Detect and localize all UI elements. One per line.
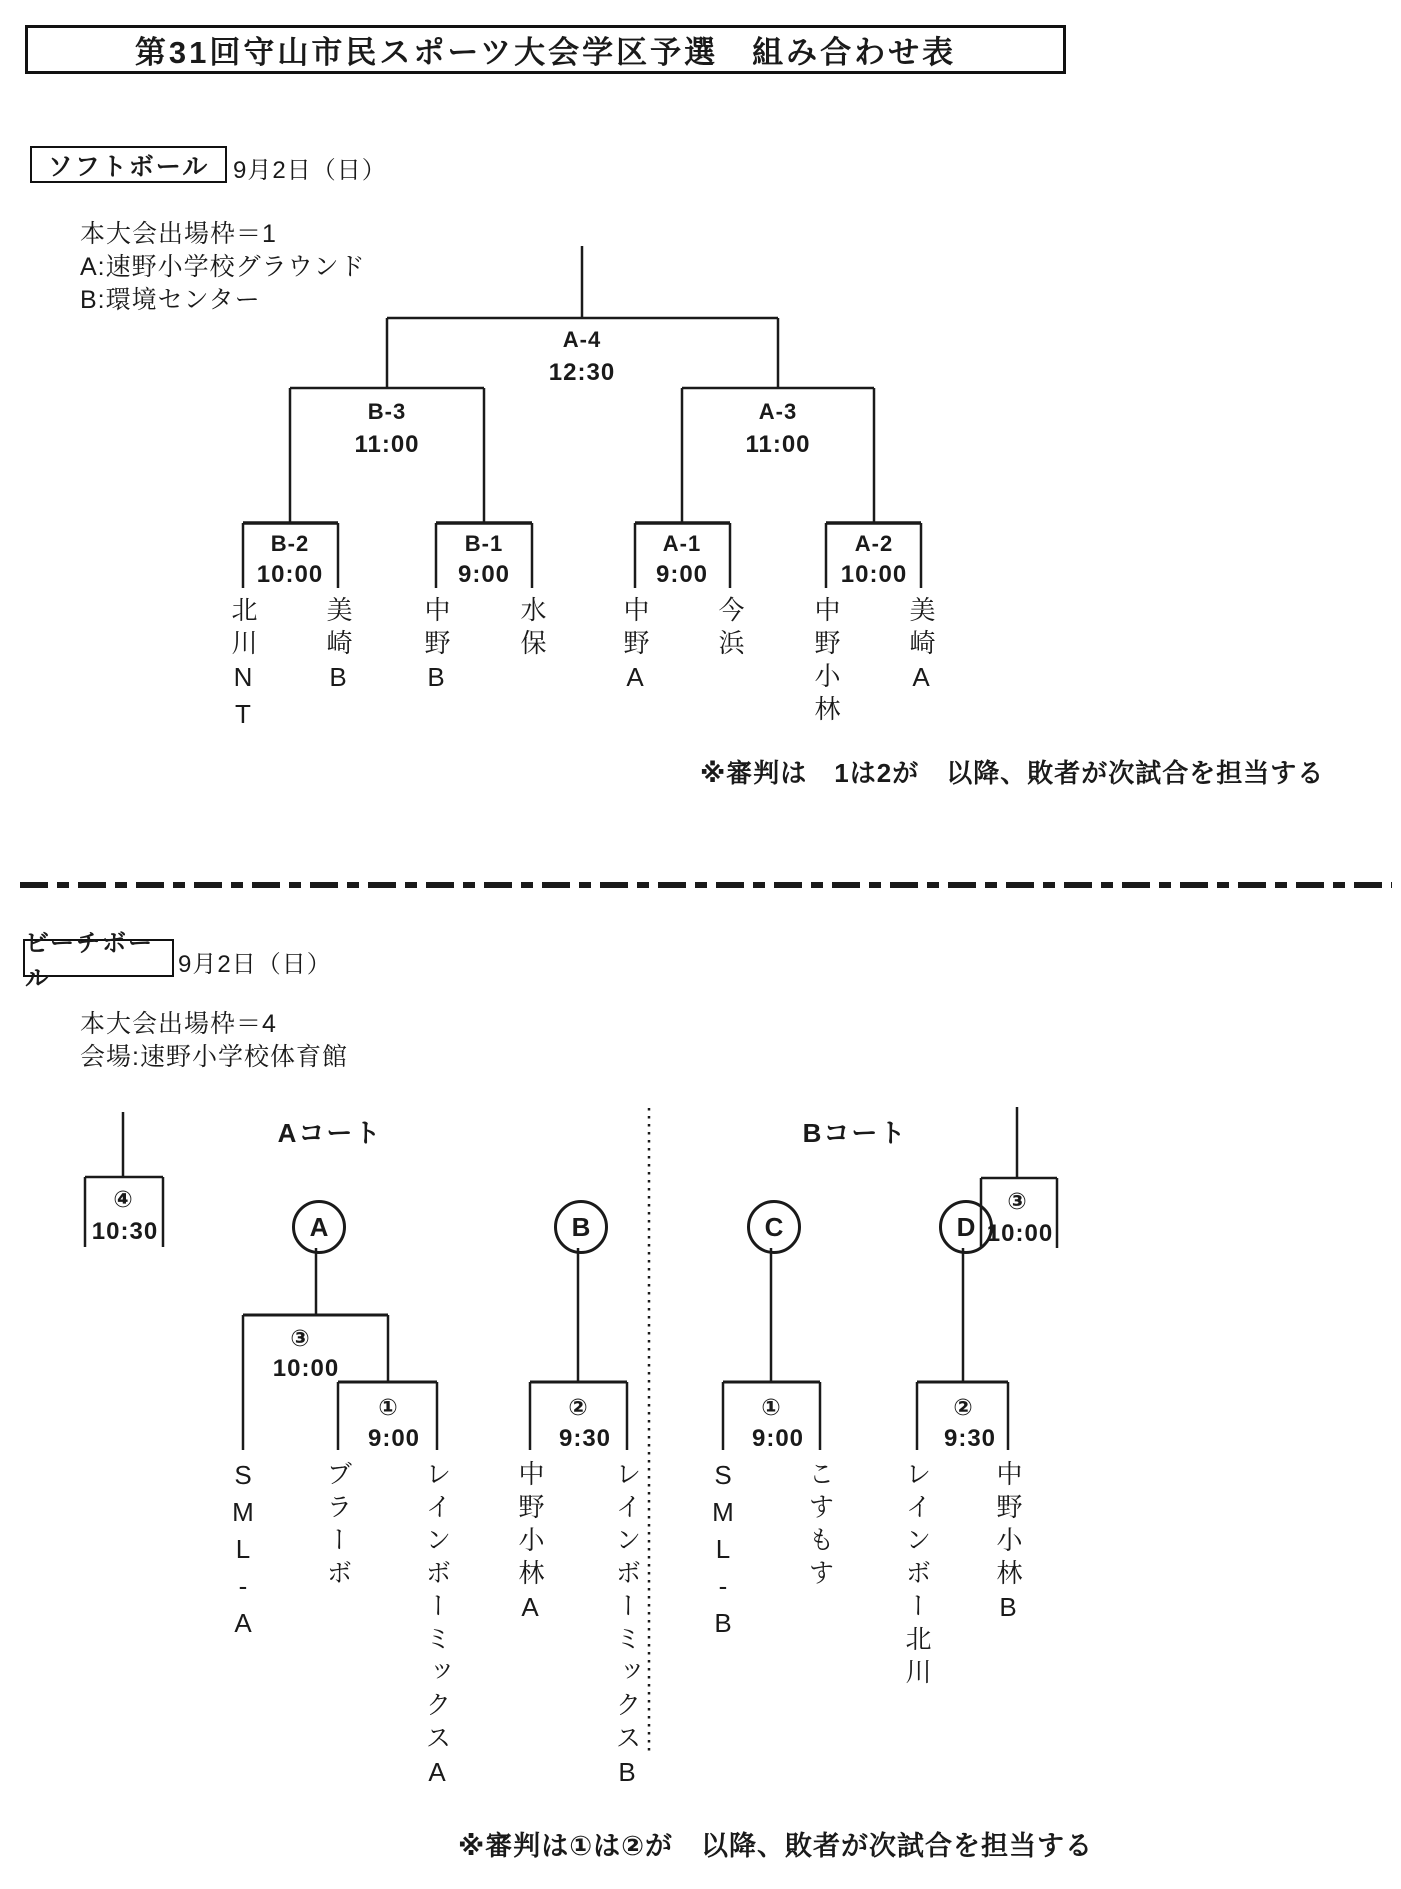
softball-section-label (30, 146, 227, 183)
team-nakano-kobayashi: 中野小林 (811, 596, 841, 728)
team-rainbow-mix-b: レインボーミックスB (612, 1460, 642, 1794)
team-suibo: 水保 (517, 596, 547, 662)
team-sml-b: SML-B (708, 1460, 738, 1645)
team-nakano-kobayashi-b: 中野小林B (993, 1460, 1023, 1629)
court-a-match2-num: ② (568, 1394, 588, 1420)
softball-semi1-code: B-3 (367, 399, 407, 424)
team-imahama: 今浜 (715, 596, 745, 662)
team-misaki-b: 美崎B (323, 596, 353, 699)
softball-info-venue-b: B:環境センター (80, 286, 261, 314)
seed-circle-b-label: B (571, 1211, 591, 1242)
team-kitagawa-nt: 北川NT (228, 596, 258, 736)
seed-circle-a (292, 1200, 346, 1254)
seed-circle-c (747, 1200, 801, 1254)
court-a-match3-time: 10:00 (272, 1355, 340, 1382)
court-b-match1-time: 9:00 (751, 1425, 805, 1452)
seed-circle-b (554, 1200, 608, 1254)
team-rainbow-kitagawa: レインボー北川 (902, 1460, 932, 1691)
softball-semi1-time: 11:00 (354, 431, 420, 458)
beachball-date: 9月2日（日） (178, 951, 332, 978)
team-misaki-a: 美崎A (906, 596, 936, 699)
team-nakano-b: 中野B (421, 596, 451, 699)
softball-final-time: 12:30 (548, 359, 616, 386)
softball-match-b2-time: 10:00 (256, 561, 324, 588)
beachball-info-venue: 会場:速野小学校体育館 (80, 1043, 348, 1071)
softball-info-venue-a: A:速野小学校グラウンド (80, 253, 366, 281)
softball-info-slots: 本大会出場枠＝1 (80, 220, 277, 248)
softball-final-code: A-4 (562, 327, 602, 352)
court-a-match1-time: 9:00 (367, 1425, 421, 1452)
beachball-info-slots: 本大会出場枠＝4 (80, 1010, 277, 1038)
court-a-match2-time: 9:30 (558, 1425, 612, 1452)
page-title-text: 第31回守山市民スポーツ大会学区予選 組み合わせ表 (134, 35, 957, 70)
seed-circle-d (939, 1200, 993, 1254)
softball-referee-note: ※審判は 1は2が 以降、敗者が次試合を担当する (700, 758, 1325, 788)
court-b-winner-time: 10:00 (986, 1220, 1054, 1247)
page-title (25, 25, 1066, 74)
beach-court-a-lines (85, 1112, 627, 1450)
softball-date: 9月2日（日） (233, 157, 387, 184)
softball-match-b1-code: B-1 (464, 531, 504, 556)
beachball-referee-note: ※審判は①は②が 以降、敗者が次試合を担当する (458, 1831, 1093, 1861)
court-b-match1-num: ① (761, 1394, 781, 1420)
softball-section-label-text: ソフトボール (47, 152, 210, 181)
beachball-section-label-text: ビーチボール (25, 930, 155, 992)
softball-match-a1-time: 9:00 (655, 561, 709, 588)
softball-semi2-time: 11:00 (745, 431, 811, 458)
team-nakano-kobayashi-a: 中野小林A (515, 1460, 545, 1629)
softball-match-a2-code: A-2 (854, 531, 894, 556)
court-a-winner-time: 10:30 (91, 1218, 159, 1245)
softball-semi2-code: A-3 (758, 399, 798, 424)
beachball-section-label (23, 930, 174, 992)
seed-circle-d-label: D (956, 1211, 976, 1242)
softball-match-a2-time: 10:00 (840, 561, 908, 588)
court-a-winner-num: ④ (113, 1186, 133, 1212)
team-cosmos: こすもす (805, 1460, 835, 1592)
softball-match-b1-time: 9:00 (457, 561, 511, 588)
court-a-heading: Aコート (277, 1118, 383, 1148)
court-a-match1-num: ① (378, 1394, 398, 1420)
team-rainbow-mix-a: レインボーミックスA (422, 1460, 452, 1794)
team-bravo: ブラーボ (323, 1460, 353, 1592)
seed-circle-a-label: A (309, 1211, 329, 1242)
team-nakano-a: 中野A (620, 596, 650, 699)
softball-bracket-lines (243, 246, 921, 588)
softball-match-b2-code: B-2 (270, 531, 310, 556)
court-b-heading: Bコート (802, 1118, 908, 1148)
court-b-match2-time: 9:30 (943, 1425, 997, 1452)
team-sml-a: SML-A (228, 1460, 258, 1645)
court-a-match3-num: ③ (290, 1325, 310, 1351)
court-b-match2-num: ② (953, 1394, 973, 1420)
softball-match-a1-code: A-1 (662, 531, 702, 556)
seed-circle-c-label: C (764, 1211, 784, 1242)
court-b-winner-num: ③ (1007, 1188, 1027, 1214)
